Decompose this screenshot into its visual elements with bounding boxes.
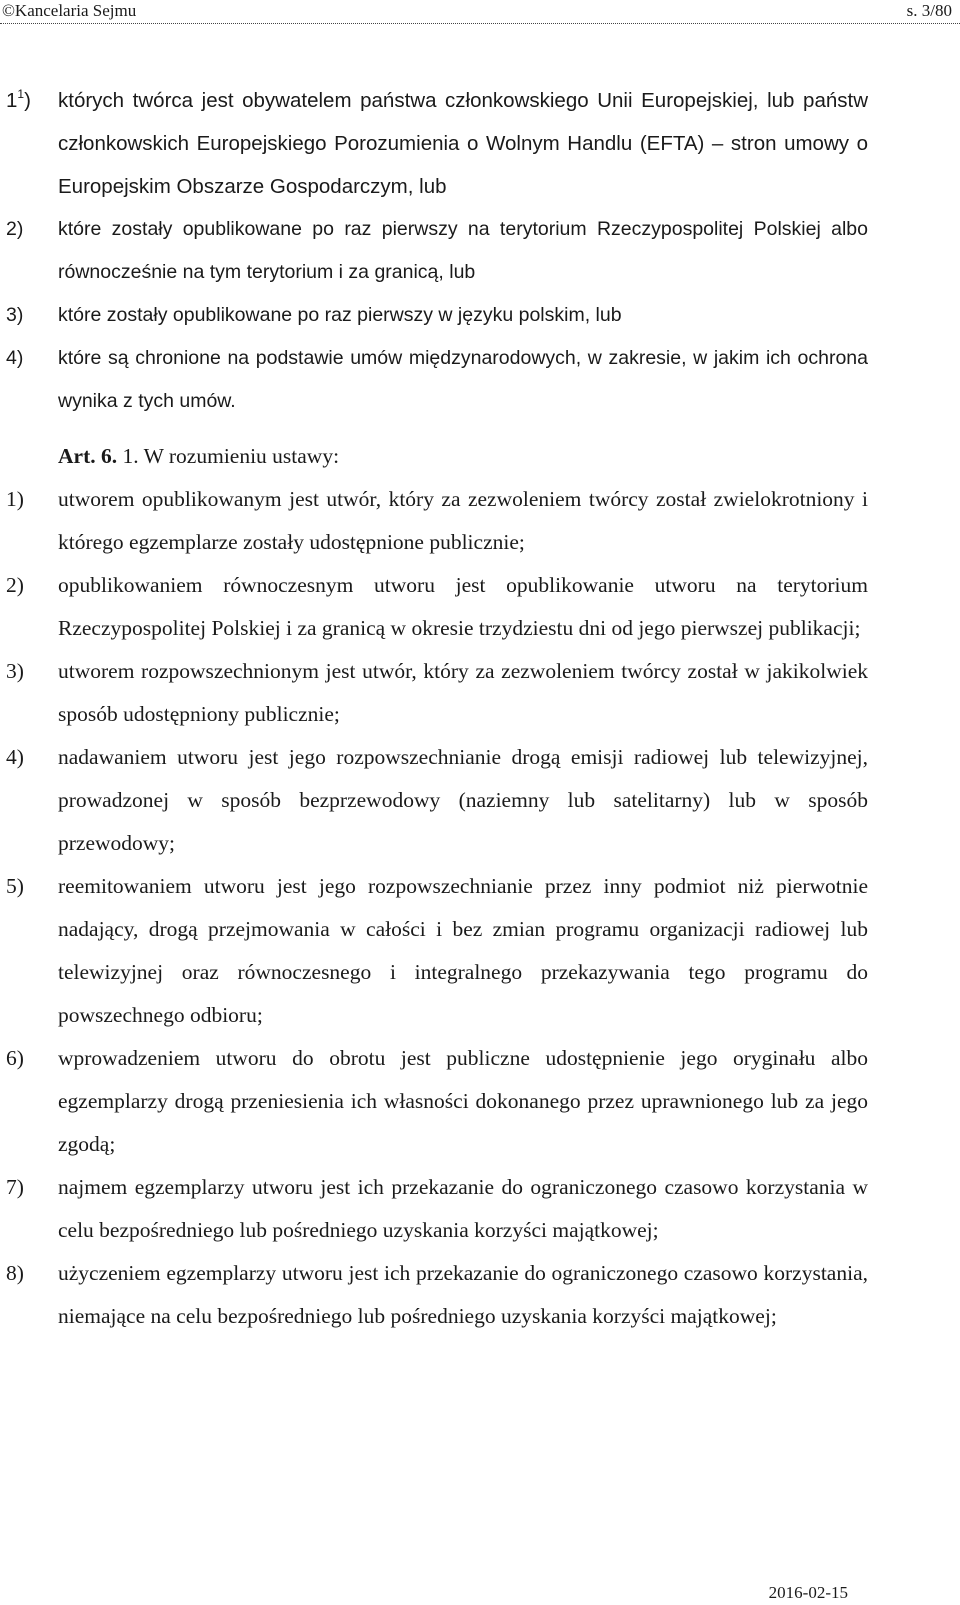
item-number: $1^1$) bbox=[6, 87, 31, 112]
item-number: 8) bbox=[6, 1261, 24, 1285]
item-text: wprowadzeniem utworu do obrotu jest publiczne udostępnienie jego oryginału albo egzemplarzy drogą przeniesienia ich własności dokonanego przez uprawnionego lub za jego zgodą; bbox=[58, 1046, 868, 1156]
item-number: 7) bbox=[6, 1175, 24, 1199]
item-text: których twórca jest obywatelem państwa członkowskiego Unii Europejskiej, lub państw członkowskich Europejskiego Porozumienia o Wolnym Handlu (EFTA) – stron umowy o Europejskim Obszarze Gospodarczym, lub bbox=[58, 89, 868, 198]
item-text: użyczeniem egzemplarzy utworu jest ich przekazanie do ograniczonego czasowo korzystania, niemające na celu bezpośredniego lub pośredniego uzyskania korzyści majątkowej; bbox=[58, 1261, 868, 1328]
item-number: 5) bbox=[6, 874, 24, 898]
item-number: 3) bbox=[6, 304, 24, 326]
item-number: 4) bbox=[6, 745, 24, 769]
item-text: nadawaniem utworu jest jego rozpowszechnianie drogą emisji radiowej lub telewizyjnej, prowadzonej w sposób bezprzewodowy (naziemny lub satelitarny) lub w sposób przewodowy; bbox=[58, 745, 868, 855]
list-item bbox=[0, 337, 960, 423]
item-text: które zostały opublikowane po raz pierwszy na terytorium Rzeczypospolitej Polskiej albo równocześnie na tym terytorium i za granicą, lub bbox=[58, 218, 868, 283]
paragraph-number: 1. bbox=[122, 444, 139, 468]
item-text: opublikowaniem równoczesnym utworu jest opublikowanie utworu na terytorium Rzeczypospolitej Polskiej i za granicą w okresie trzydziestu dni od jego pierwszej publikacji; bbox=[58, 573, 868, 640]
item-number: 3) bbox=[6, 659, 24, 683]
item-text: utworem opublikowanym jest utwór, który za zezwoleniem twórcy został zwielokrotniony i którego egzemplarze zostały udostępnione publicznie; bbox=[58, 487, 868, 554]
definition-item bbox=[0, 865, 960, 1037]
definition-item bbox=[0, 1166, 960, 1252]
item-number: 1) bbox=[6, 487, 24, 511]
item-text: utworem rozpowszechnionym jest utwór, który za zezwoleniem twórcy został w jakikolwiek sposób udostępniony publicznie; bbox=[58, 659, 868, 726]
list-item bbox=[0, 79, 960, 208]
definition-item bbox=[0, 478, 960, 564]
item-number: 4) bbox=[6, 347, 24, 369]
document-body bbox=[0, 79, 960, 1338]
list-item bbox=[0, 208, 960, 294]
page-number: s. 3/80 bbox=[906, 1, 952, 20]
item-text: najmem egzemplarzy utworu jest ich przekazanie do ograniczonego czasowo korzystania w celu bezpośredniego lub pośredniego uzyskania korzyści majątkowej; bbox=[58, 1175, 868, 1242]
footnote-marker[interactable]: 1 bbox=[17, 87, 25, 101]
item-text: które są chronione na podstawie umów międzynarodowych, w zakresie, w jakim ich ochrona wynika z tych umów. bbox=[58, 347, 868, 412]
article-intro: W rozumieniu ustawy: bbox=[143, 444, 340, 468]
article-heading bbox=[0, 435, 960, 478]
definition-item bbox=[0, 1037, 960, 1166]
item-text: reemitowaniem utworu jest jego rozpowszechnianie przez inny podmiot niż pierwotnie nadający, drogą przejmowania w całości i bez zmian programu organizacji radiowej lub telewizyjnej oraz równoczesnego i integralnego przekazywania tego programu do powszechnego odbioru; bbox=[58, 874, 868, 1027]
article-label: Art. 6. bbox=[58, 444, 118, 468]
definition-item bbox=[0, 564, 960, 650]
publisher-label: ©Kancelaria Sejmu bbox=[2, 1, 137, 20]
item-text: które zostały opublikowane po raz pierwszy w języku polskim, lub bbox=[58, 304, 622, 326]
item-number: 2) bbox=[6, 218, 24, 240]
definition-item bbox=[0, 736, 960, 865]
page-header bbox=[0, 0, 960, 28]
document-date: 2016-02-15 bbox=[768, 1583, 848, 1602]
header-divider bbox=[0, 23, 960, 24]
definition-item bbox=[0, 1252, 960, 1338]
item-number: 6) bbox=[6, 1046, 24, 1070]
definition-item bbox=[0, 650, 960, 736]
list-item bbox=[0, 294, 960, 337]
item-number: 2) bbox=[6, 573, 24, 597]
